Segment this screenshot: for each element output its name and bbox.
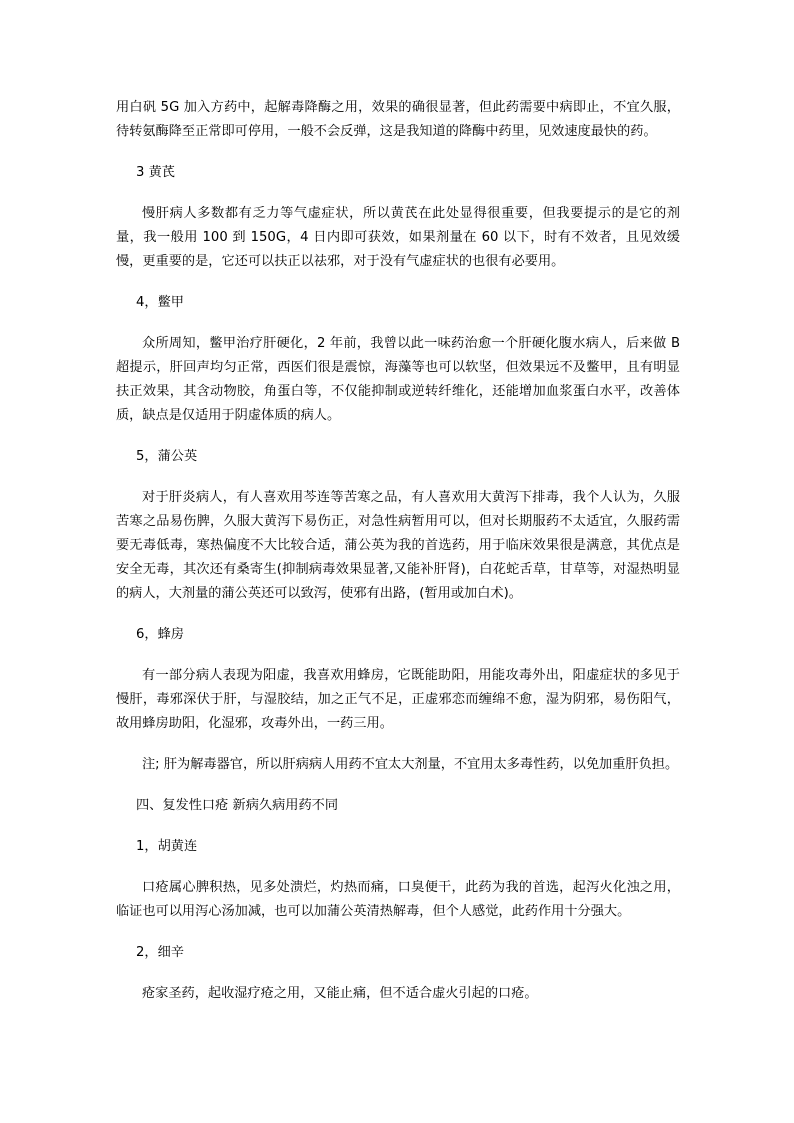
heading-huhuanglian: 1，胡黄连 [136,839,198,854]
paragraph-pugongying: 对于肝炎病人，有人喜欢用芩连等苦寒之品，有人喜欢用大黄泻下排毒，我个人认为，久服苦寒之品易伤脾，久服大黄泻下易伤正，对急性病暂用可以，但对长期服药不太适宜，久服药需要无毒低毒，寒热偏度不大比较合适，蒲公英为我的首选药，用于临床效果很是满意，其优点是安全无毒，其次还有桑寄生(抑制病毒效果显著,又能补肝肾)，白花蛇舌草，甘草等，对湿热明显的病人，大剂量的蒲公英还可以致泻，使邪有出路，(暂用或加白术)。 [116,490,680,601]
document-body [116,96,680,1006]
heading-pugongying: 5，蒲公英 [136,449,198,464]
paragraph-fengfang: 有一部分病人表现为阳虚，我喜欢用蜂房，它既能助阳，用能攻毒外出，阳虚症状的多见于慢肝，毒邪深伏于肝，与湿胶结，加之正气不足，正虚邪恋而缠绵不愈，湿为阴邪，易伤阳气，故用蜂房助阳，化湿邪，攻毒外出，一药三用。 [116,668,680,731]
paragraph-note: 注; 肝为解毒器官，所以肝病病人用药不宜太大剂量，不宜用太多毒性药，以免加重肝负担。 [142,757,679,772]
paragraph-baifan: 用白矾 5G 加入方药中，起解毒降酶之用，效果的确很显著，但此药需要中病即止，不宜久服，待转氨酶降至正常即可停用，一般不会反弹，这是我知道的降酶中药里，见效速度最快的药。 [116,100,680,139]
paragraph-huangqi: 慢肝病人多数都有乏力等气虚症状，所以黄芪在此处显得很重要，但我要提示的是它的剂量，我一般用 100 到 150G，4 日内即可获效，如果剂量在 60 以下，时有不效者，且见效缓慢，更重要的是，它还可以扶正以祛邪，对于没有气虚症状的也很有必要用。 [116,206,680,269]
section-heading-kouchuang: 四、复发性口疮 新病久病用药不同 [136,798,339,813]
heading-huangqi: 3 黄芪 [136,165,175,180]
paragraph-xixin: 疮家圣药，起收湿疗疮之用，又能止痛，但不适合虚火引起的口疮。 [142,986,538,1001]
heading-xixin: 2，细辛 [136,945,184,960]
paragraph-huhuanglian: 口疮属心脾积热，见多处溃烂，灼热而痛，口臭便干，此药为我的首选，起泻火化浊之用，临证也可以用泻心汤加减，也可以加蒲公英清热解毒，但个人感觉，此药作用十分强大。 [116,880,680,919]
heading-biejia: 4，鳖甲 [136,295,184,310]
paragraph-biejia: 众所周知，鳖甲治疗肝硬化，2 年前，我曾以此一味药治愈一个肝硬化腹水病人，后来做 B 超提示，肝回声均匀正常，西医们很是震惊，海藻等也可以软坚，但效果远不及鳖甲，且有明显扶正效果，其含动物胶，角蛋白等，不仅能抑制或逆转纤维化，还能增加血浆蛋白水平，改善体质，缺点是仅适用于阴虚体质的病人。 [116,336,680,423]
heading-fengfang: 6，蜂房 [136,627,184,642]
